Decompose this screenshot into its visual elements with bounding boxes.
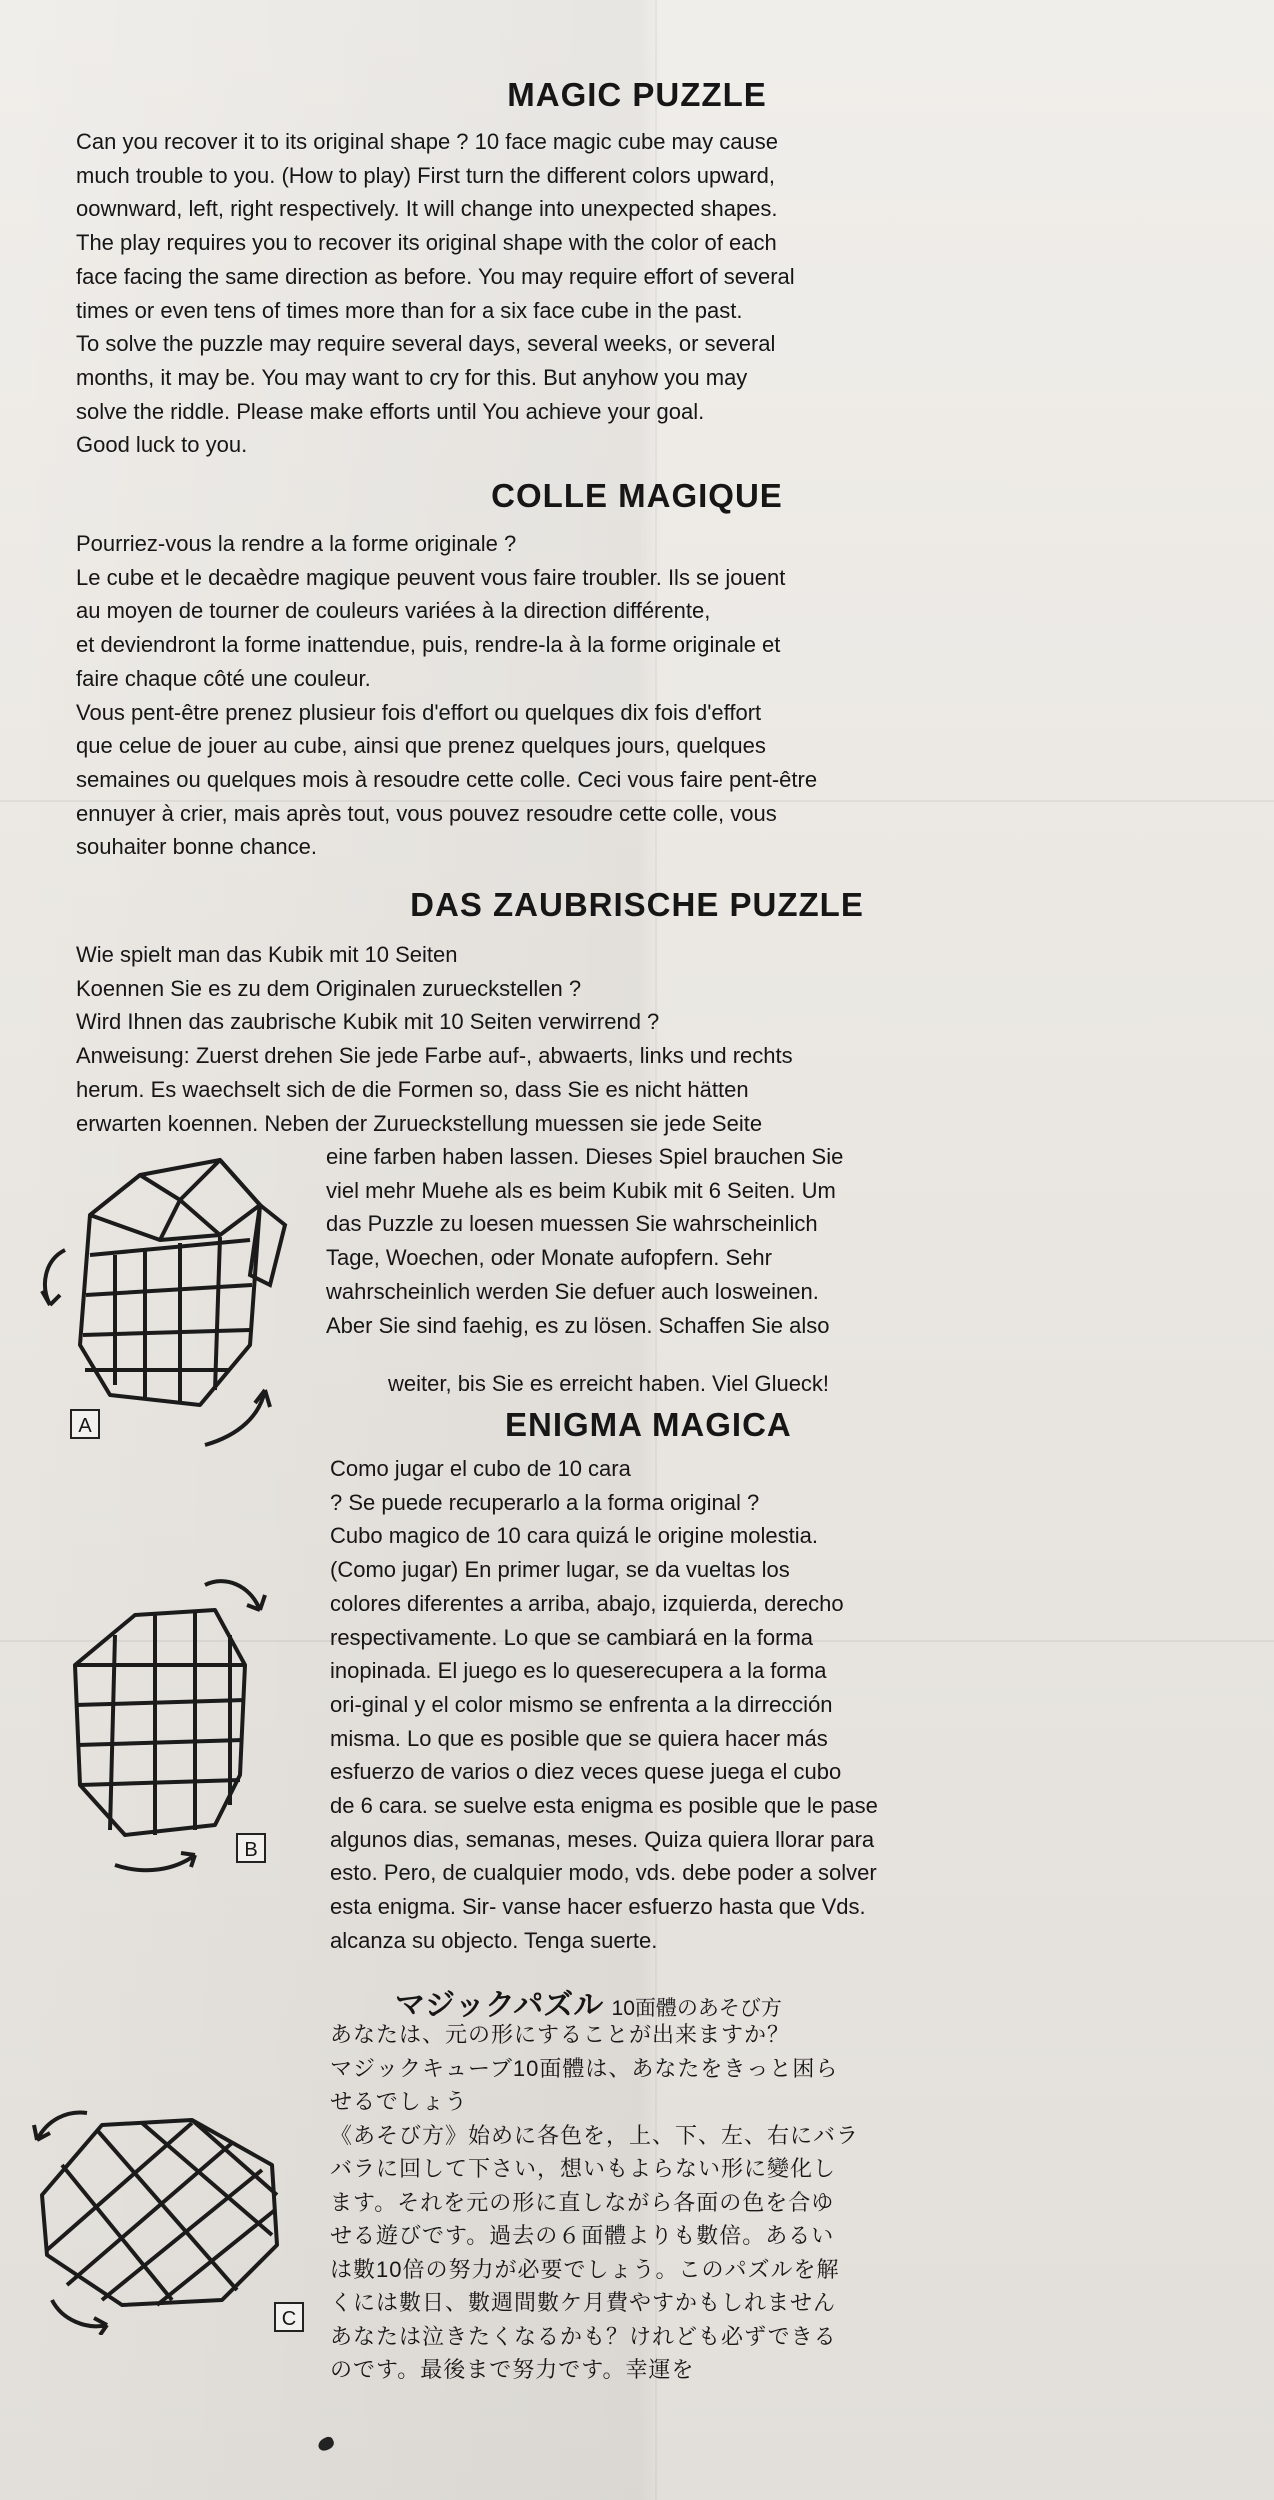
text-line: esfuerzo de varios o diez veces quese juega el cubo <box>330 1759 842 1785</box>
text-line: solve the riddle. Please make efforts until You achieve your goal. <box>76 398 705 424</box>
text-line: souhaiter bonne chance. <box>76 834 317 860</box>
text-line: Anweisung: Zuerst drehen Sie jede Farbe auf-, abwaerts, links und rechts <box>76 1043 793 1069</box>
title-spanish: ENIGMA MAGICA <box>505 1406 792 1443</box>
text-line: (Como jugar) En primer lugar, se da vueltas los <box>330 1557 790 1583</box>
text-line: semaines ou quelques mois à resoudre cette colle. Ceci vous faire pent-être <box>76 766 818 792</box>
text-line: Como jugar el cubo de 10 cara <box>330 1456 631 1481</box>
figure-label-a: A <box>70 1409 100 1439</box>
text-line: あなたは泣きたくなるかも？けれども必ずできる <box>330 2323 837 2349</box>
text-line: das Puzzle zu loesen muessen Sie wahrscheinlich <box>326 1211 818 1237</box>
text-line: ます。それを元の形に直しながら各面の色を合ゆ <box>330 2189 835 2215</box>
decagon-cube-icon <box>22 2085 292 2335</box>
text-line: 《あそび方》始めに各色を，上、下、左、右にバラ <box>330 2122 860 2148</box>
text-line: くには數日、數週間數ケ月費やすかもしれません <box>330 2290 837 2315</box>
text-line: respectivamente. Lo que se cambiará en la forma <box>330 1624 814 1650</box>
text-line: Cubo magico de 10 cara quizá le origine molestia. <box>330 1523 818 1549</box>
text-line: misma. Lo que es posible que se quiera hacer más <box>330 1725 828 1751</box>
decagon-cube-icon <box>20 1145 290 1455</box>
text-line: ? Se puede recuperarlo a la forma original ? <box>330 1489 760 1515</box>
text-japanese <box>330 2018 859 2387</box>
text-line: Le cube et le decaèdre magique peuvent vous faire troubler. Ils se jouent <box>76 564 786 590</box>
title-english: MAGIC PUZZLE <box>507 76 767 113</box>
text-line: viel mehr Muehe als es beim Kubik mit 6 Seiten. Um <box>326 1177 836 1203</box>
text-german-last <box>388 1367 829 1401</box>
text-line: inopinada. El juego es lo queserecupera a la forma <box>330 1658 827 1684</box>
text-line: Tage, Woechen, oder Monate aufopfern. Sehr <box>326 1245 772 1271</box>
title-japanese-main: マジックパズル <box>395 1989 604 2022</box>
text-french <box>76 527 817 864</box>
text-line: colores diferentes a arriba, abajo, izquierda, derecho <box>330 1590 844 1616</box>
text-line: algunos dias, semanas, meses. Quiza quiera llorar para <box>330 1826 875 1852</box>
text-line: eine farben haben lassen. Dieses Spiel brauchen Sie <box>326 1144 844 1169</box>
text-line: de 6 cara. se suelve esta enigma es posible que le pase <box>330 1793 878 1819</box>
text-line: Vous pent-être prenez plusieur fois d'effort ou quelques dix fois d'effort <box>76 699 762 725</box>
figure-label-b: B <box>236 1833 266 1863</box>
text-english <box>76 125 795 462</box>
title-german: DAS ZAUBRISCHE PUZZLE <box>410 886 864 923</box>
text-line: Pourriez-vous la rendre a la forme originale ? <box>76 531 517 556</box>
text-line: To solve the puzzle may require several days, several weeks, or several <box>76 331 776 357</box>
text-line: much trouble to you. (How to play) First turn the different colors upward, <box>76 162 776 188</box>
text-line: せる遊びです。過去の６面體よりも數倍。あるい <box>330 2223 835 2248</box>
text-line: oownward, left, right respectively. It will change into unexpected shapes. <box>76 196 778 222</box>
text-german <box>76 938 793 1140</box>
text-line: erwarten koennen. Neben der Zurueckstellung muessen sie jede Seite <box>76 1110 763 1136</box>
text-line: Wird Ihnen das zaubrische Kubik mit 10 Seiten verwirrend ? <box>76 1009 660 1035</box>
text-line: Koennen Sie es zu dem Originalen zurueckstellen ? <box>76 975 582 1001</box>
text-line: は數10倍の努力が必要でしょう。このパズルを解 <box>330 2256 840 2282</box>
text-line: せるでしょう <box>330 2089 468 2114</box>
text-line: face facing the same direction as before. You may require effort of several <box>76 263 795 289</box>
text-line: Aber Sie sind faehig, es zu lösen. Schaffen Sie also <box>326 1312 830 1338</box>
text-line: バラに回して下さい，想いもよらない形に變化し <box>330 2156 837 2181</box>
text-line: あなたは、元の形にすることが出来ますか？ <box>330 2022 791 2047</box>
ink-smudge <box>316 2435 336 2453</box>
title-japanese-sub: 10面體のあそび方 <box>611 1997 782 2020</box>
text-line: herum. Es waechselt sich de die Formen so, dass Sie es nicht hätten <box>76 1076 749 1102</box>
text-line: ori-ginal y el color mismo se enfrenta a la dirrección <box>330 1691 833 1717</box>
text-line: times or even tens of times more than for a six face cube in the past. <box>76 297 743 323</box>
text-line: weiter, bis Sie es erreicht haben. Viel Glueck! <box>388 1371 830 1396</box>
text-line: au moyen de tourner de couleurs variées à la direction différente, <box>76 598 711 624</box>
text-line: マジックキューブ10面體は、あなたをきっと困ら <box>330 2055 839 2081</box>
text-german-indented <box>326 1140 843 1342</box>
text-line: et deviendront la forme inattendue, puis, rendre-la à la forme originale et <box>76 632 781 658</box>
text-line: Can you recover it to its original shape ? 10 face magic cube may cause <box>76 129 778 154</box>
text-spanish <box>330 1452 878 1958</box>
decagon-cube-icon <box>55 1575 285 1875</box>
text-line: のです。最後まで努力です。幸運を <box>330 2357 695 2382</box>
text-line: wahrscheinlich werden Sie defuer auch losweinen. <box>326 1278 819 1304</box>
text-line: alcanza su objecto. Tenga suerte. <box>330 1927 658 1953</box>
figure-label-c: C <box>274 2302 304 2332</box>
text-line: faire chaque côté une couleur. <box>76 665 371 691</box>
text-line: ennuyer à crier, mais après tout, vous pouvez resoudre cette colle, vous <box>76 800 777 826</box>
text-line: Good luck to you. <box>76 432 248 458</box>
text-line: esta enigma. Sir- vanse hacer esfuerzo hasta que Vds. <box>330 1894 866 1920</box>
title-french: COLLE MAGIQUE <box>491 477 783 514</box>
text-line: months, it may be. You may want to cry for this. But anyhow you may <box>76 364 748 390</box>
text-line: esto. Pero, de cualquier modo, vds. debe poder a solver <box>330 1860 877 1886</box>
text-line: que celue de jouer au cube, ainsi que prenez quelques jours, quelques <box>76 733 766 759</box>
text-line: Wie spielt man das Kubik mit 10 Seiten <box>76 942 458 967</box>
text-line: The play requires you to recover its original shape with the color of each <box>76 230 777 256</box>
